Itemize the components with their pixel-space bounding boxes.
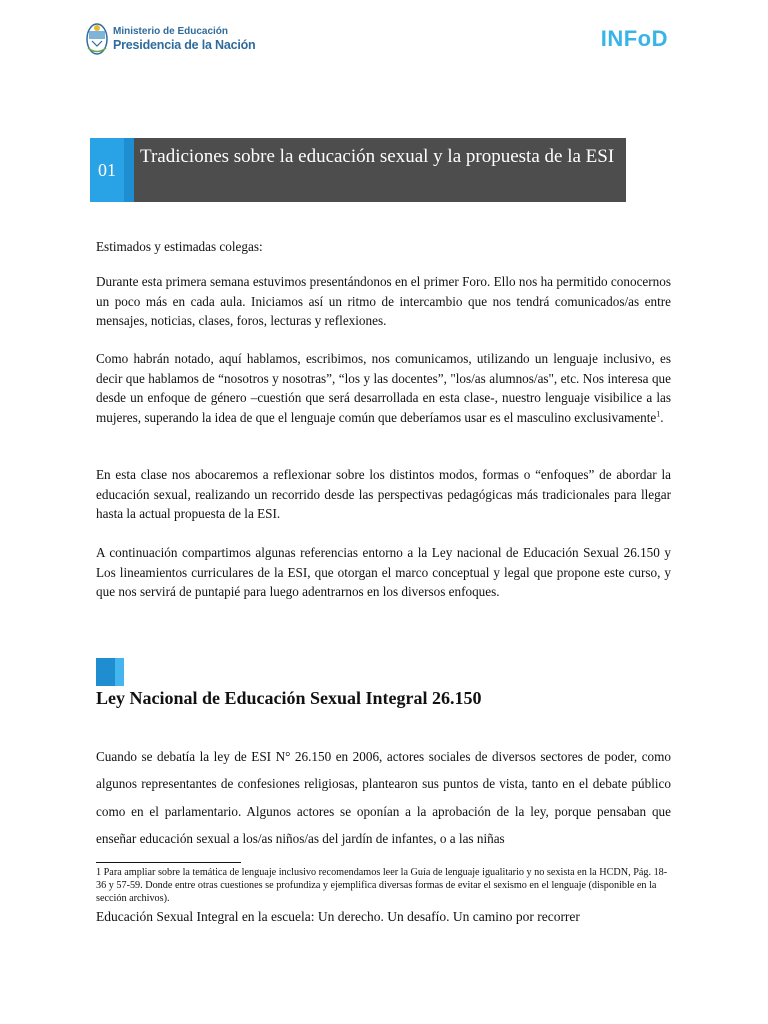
presidency-name: Presidencia de la Nación xyxy=(113,38,256,52)
footnote-reference[interactable]: 1 xyxy=(656,409,661,419)
paragraph-law-debate xyxy=(96,743,671,852)
page-footer: Educación Sexual Integral en la escuela: Un derecho. Un desafío. Un camino por recorrer xyxy=(96,909,580,924)
greeting xyxy=(96,237,671,257)
section-heading: Ley Nacional de Educación Sexual Integral 26.150 xyxy=(96,688,482,708)
paragraph-text: A continuación compartimos algunas referencias entorno a la Ley nacional de Educación Sexual 26.150 y Los lineamientos curriculares de la ESI, que otorgan el marco conceptual y legal que propone este curso, y que nos servirá de puntapié para luego adentrarnos en los diversos enfoques. xyxy=(96,545,671,599)
paragraph-text: Cuando se debatía la ley de ESI N° 26.150 en 2006, actores sociales de diversos sectores de poder, como algunos representantes de confesiones religiosas, plantearon sus puntos de vista, tanto en el debate público como en el parlamentario. Algunos actores se oponían a la aprobación de la ley, porque pensaban que enseñar educación sexual a los/as niños/as del jardín de infantes, o a las niñas xyxy=(96,749,671,846)
ministry-name: Ministerio de Educación xyxy=(113,26,229,37)
paragraph-intro xyxy=(96,272,671,331)
greeting-text: Estimados y estimadas colegas: xyxy=(96,239,263,254)
argentina-seal-icon xyxy=(86,22,108,56)
infod-logo: INFoD xyxy=(600,26,668,51)
paragraph-inclusive-language xyxy=(96,349,671,427)
footnote: 1 Para ampliar sobre la temática de lenguaje inclusivo recomendamos leer la Guía de lenguaje igualitario y no sexista en la HCDN, Pág. 18-36 y 57-59. Donde entre otras cuestiones se profundiza y ejemplifica diversas formas de evitar el sexismo en el lenguaje (disponible en la sección archivos). xyxy=(96,867,668,904)
paragraph-text xyxy=(96,349,671,427)
ministry-logo xyxy=(86,22,286,58)
paragraph-references xyxy=(96,543,671,602)
title-accent-strip xyxy=(124,138,134,202)
paragraph-body: Como habrán notado, aquí hablamos, escribimos, nos comunicamos, utilizando un lenguaje inclusivo, es decir que hablamos de “nosotros y nosotras”, “los y las docentes”, "los/as alumnos/as", etc. Nos interesa que desde un enfoque de género –cuestión que será desarrollada en esta clase-, nuestro lenguaje visibilice a las mujeres, superando la idea de que el lenguaje común que deberíamos usar es el masculino exclusivamente xyxy=(96,351,671,425)
paragraph-text: Durante esta primera semana estuvimos presentándonos en el primer Foro. Ello nos ha permitido conocernos un poco más en cada aula. Iniciamos así un ritmo de intercambio que nos tendrá comunicados/as entre mensajes, noticias, clases, foros, lecturas y reflexiones. xyxy=(96,274,671,328)
class-title-box xyxy=(90,138,626,202)
section-marker-icon xyxy=(96,658,124,686)
paragraph-approaches xyxy=(96,465,671,524)
footnote-divider xyxy=(96,862,241,863)
class-title: Tradiciones sobre la educación sexual y la propuesta de la ESI xyxy=(140,146,615,167)
class-number: 01 xyxy=(90,138,124,202)
paragraph-end: . xyxy=(660,409,664,425)
paragraph-text: En esta clase nos abocaremos a reflexionar sobre los distintos modos, formas o “enfoques” de abordar la educación sexual, realizando un recorrido desde las perspectivas pedagógicas más tradicionales para llegar hasta la actual propuesta de la ESI. xyxy=(96,467,671,521)
